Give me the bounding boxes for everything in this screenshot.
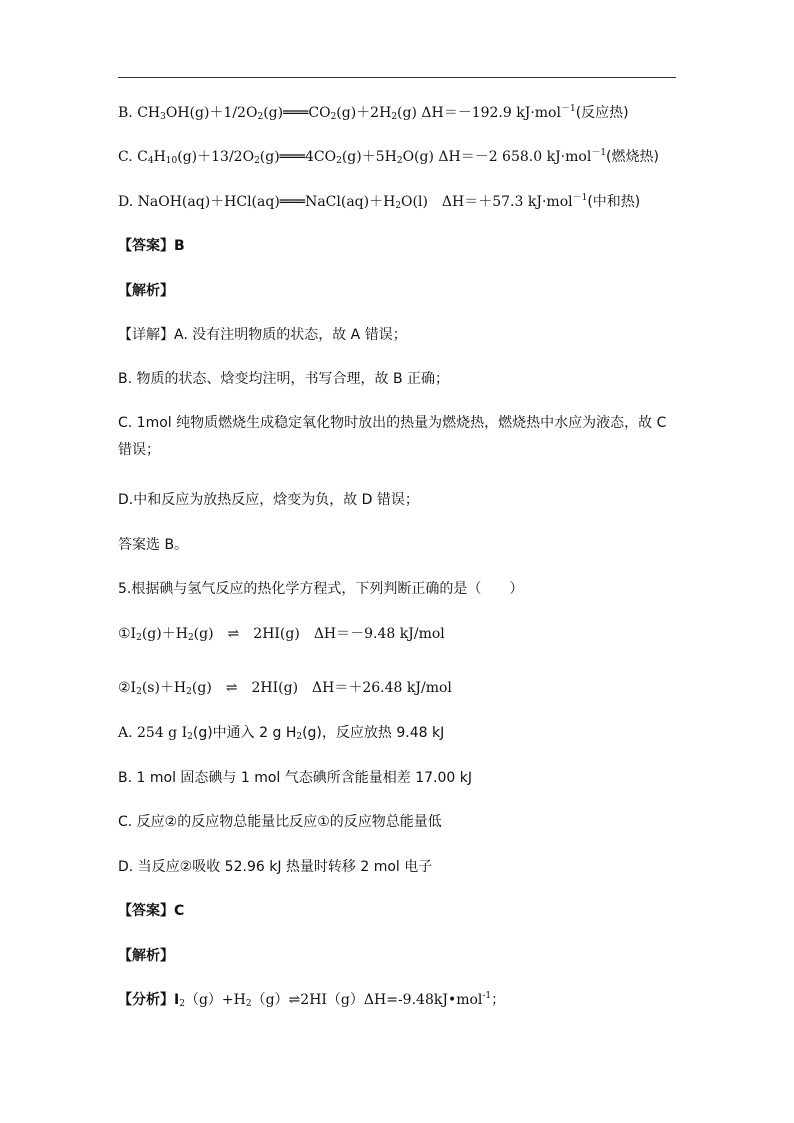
analysis-fenxi: 【分析】$I_2(g)+H_2(g)\rightleftharpoons 2HI(g)\Delta H=-9.48kJ•mol^{-1}$； — [118, 991, 506, 1009]
detail-b: B. 物质的状态、焓变均注明，书写合理，故 B 正确； — [118, 371, 450, 387]
question-5-equation-2: $②I_2(s)+H_2(g)$ ⇌ 2HI(g) ΔH＝＋26.48 kJ/mol — [118, 680, 452, 697]
header-rule — [118, 77, 676, 78]
question-5-option-d: D. 当反应②吸收 52.96 kJ 热量时转移 2 mol 电子 — [118, 859, 433, 875]
analysis-label-2: 【解析】 — [118, 948, 174, 964]
detail-d: D.中和反应为放热反应，焓变为负，故 D 错误； — [118, 492, 419, 508]
question-5-option-a: A. 254 g $I_2(g)$中通入 2 g $H_2(g)$，反应放热 9.48 kJ — [118, 725, 445, 742]
question-5-option-c: C. 反应②的反应物总能量比反应①的反应物总能量低 — [118, 814, 442, 830]
question-5-option-b: B. 1 mol 固态碘与 1 mol 气态碘所含能量相差 17.00 kJ — [118, 770, 472, 786]
detail-a: 【详解】A. 没有注明物质的状态，故 A 错误； — [118, 327, 407, 343]
option-b-equation: B. $CH_3OH(g)+1/2O_2(g)═══CO_2(g)+2H_2(g)$ ΔH＝－192.9 kJ·mol$^{-1}$(反应热) — [118, 104, 629, 122]
analysis-label: 【解析】 — [118, 283, 174, 299]
question-5-stem: 5.根据碘与氢气反应的热化学方程式，下列判断正确的是（ ） — [118, 581, 524, 597]
option-c-equation: C. $C_4H_{10}(g)+13/2O_2(g)═══4CO_2(g)+5H_2O(g)$ ΔH＝－2 658.0 kJ·mol$^{-1}$(燃烧热) — [118, 148, 659, 166]
option-d-equation: D. $NaOH(aq)+HCl(aq)═══NaCl(aq)+H_2O(l)$ ΔH＝＋57.3 kJ·mol$^{-1}$(中和热) — [118, 193, 641, 211]
question-5-equation-1: $①I_2(g)+H_2(g)$ ⇌ 2HI(g) ΔH＝－9.48 kJ/mol — [118, 626, 445, 643]
answer-label-2: 【答案】C — [118, 903, 185, 919]
conclusion: 答案选 B。 — [118, 537, 189, 553]
answer-label: 【答案】B — [118, 238, 185, 254]
detail-c: C. 1mol 纯物质燃烧生成稳定氧化物时放出的热量为燃烧热，燃烧热中水应为液态，故 C 错误； — [118, 415, 667, 458]
